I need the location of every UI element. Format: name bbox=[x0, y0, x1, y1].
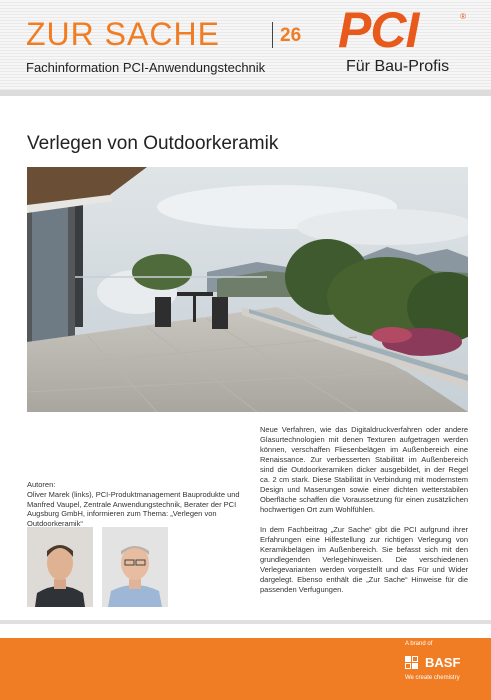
logo-tagline: Für Bau-Profis bbox=[346, 58, 450, 75]
basf-squares-icon bbox=[405, 656, 419, 670]
pci-logo bbox=[338, 2, 470, 58]
basf-wordmark: BASF bbox=[425, 655, 461, 670]
series-subtitle: Fachinformation PCI-Anwendungstechnik bbox=[26, 60, 266, 75]
brand-of-label: A brand of bbox=[405, 641, 433, 647]
series-title: ZUR SACHE bbox=[26, 16, 220, 52]
footer-divider bbox=[0, 620, 491, 624]
article-body bbox=[260, 425, 468, 605]
body-paragraph: In dem Fachbeitrag „Zur Sache“ gibt die PCI aufgrund ihrer Erfahrungen eine Hilfestellung zur richtigen Verlegung von Keramikbelägen im Außenbereich. Sie befasst sich mit den grundlegenden Verlegehinweisen. Die verschiedenen Verlegevarianten werden vorgestellt und das Für und Wider dargelegt. Ebenso enthält die „Zur Sache“ Hinweise für die passenden Verfugungen. bbox=[260, 525, 468, 594]
basf-logo bbox=[405, 654, 475, 672]
body-paragraph: Neue Verfahren, wie das Digitaldruckverfahren oder andere Glasurtechnologien mit denen Texturen aufgetragen werden können, verschaffen Fliesenbelägen im Außenbereich eine Renaissance. Zur verbesserten Stabilität im Außenbereich sind die Outdoorkeramiken dicker ausgebildet, in der Regel ca. 2 cm stark. Diese Stabilität in Verbindung mit modernstem Design und Maserungen sowie einer dichten wetterstabilen Oberfläche schaffen die Voraussetzung für einen zusätzlichen hochwertigen Ort zum Wohlfühlen. bbox=[260, 425, 468, 514]
registered-mark: ® bbox=[460, 12, 466, 21]
terrace-photo bbox=[27, 167, 468, 412]
author-portrait-manfred-vaupel bbox=[102, 527, 168, 607]
header-divider bbox=[0, 90, 491, 96]
authors-label: Autoren: bbox=[27, 480, 56, 489]
pci-logo-text: PCI bbox=[338, 2, 419, 58]
author-portrait-oliver-marek bbox=[27, 527, 93, 607]
basf-tagline: We create chemistry bbox=[405, 675, 460, 681]
article-title: Verlegen von Outdoorkeramik bbox=[27, 133, 279, 154]
authors-text: Oliver Marek (links), PCI-Produktmanagement Bauprodukte und Manfred Vaupel, Zentrale Anwendungstechnik, Berater der PCI Augsburg GmbH, informieren zum Thema: „Verlegen von Outdoorkeramik“ bbox=[27, 490, 240, 528]
header-separator bbox=[272, 22, 273, 48]
issue-number: 26 bbox=[280, 25, 302, 46]
